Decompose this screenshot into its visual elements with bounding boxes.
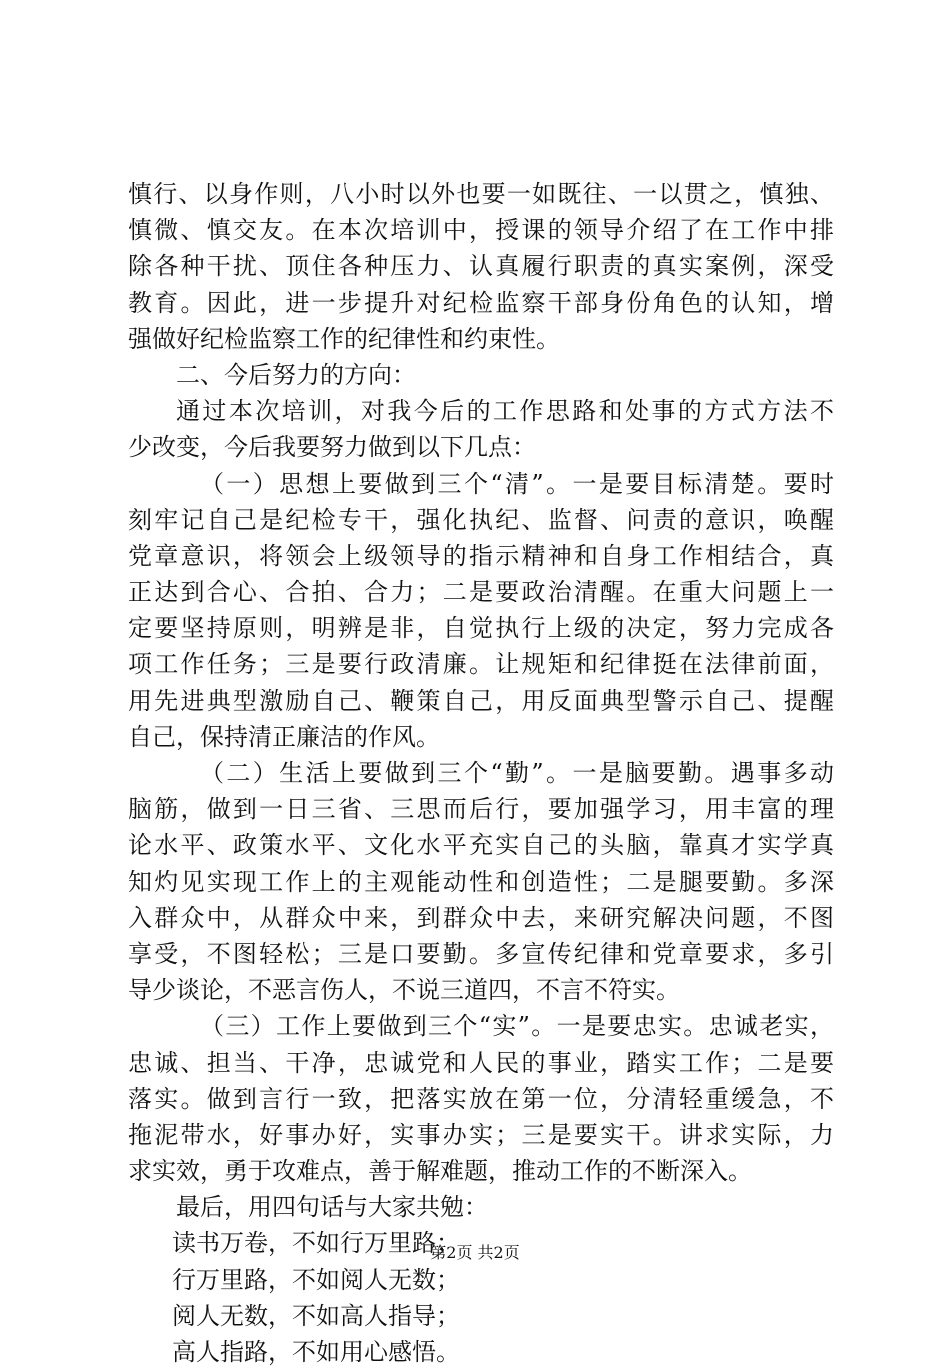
text-line: 慎微、慎交友。在本次培训中，授课的领导介绍了在工作中排 <box>128 216 834 245</box>
text-line: 最后，用四句话与大家共勉： <box>176 1193 488 1222</box>
text-line: 党章意识，将领会上级领导的指示精神和自身工作相结合，真 <box>128 541 834 570</box>
text-line: （二）生活上要做到三个“勤”。一是脑要勤。遇事多动 <box>200 759 834 787</box>
text-line: 自己，保持清正廉洁的作风。 <box>128 722 440 751</box>
text-line: 导少谈论，不恶言伤人，不说三道四，不言不符实。 <box>128 976 680 1005</box>
document-body <box>128 176 834 1370</box>
text-line: （三）工作上要做到三个“实”。一是要忠实。忠诚老实， <box>200 1012 834 1041</box>
text-line: 求实效，勇于攻难点，善于解难题，推动工作的不断深入。 <box>128 1157 752 1186</box>
text-line: 高人指路，不如用心感悟。 <box>172 1338 460 1366</box>
text-line: 行万里路，不如阅人无数； <box>172 1265 460 1294</box>
text-line: 落实。做到言行一致，把落实放在第一位，分清轻重缓急，不 <box>128 1084 834 1113</box>
text-line: 项工作任务；三是要行政清廉。让规矩和纪律挺在法律前面， <box>128 650 834 679</box>
text-line: 通过本次培训，对我今后的工作思路和处事的方式方法不 <box>176 397 834 426</box>
text-line: 正达到合心、合拍、合力；二是要政治清醒。在重大问题上一 <box>128 578 834 607</box>
text-line: 忠诚、担当、干净，忠诚党和人民的事业，踏实工作；二是要 <box>128 1048 834 1077</box>
text-line: 拖泥带水，好事办好，实事办实；三是要实干。讲求实际，力 <box>128 1120 834 1149</box>
text-line: 入群众中，从群众中来，到群众中去，来研究解决问题，不图 <box>128 903 834 932</box>
text-line: 少改变，今后我要努力做到以下几点： <box>128 433 536 462</box>
text-line: 享受，不图轻松；三是口要勤。多宣传纪律和党章要求，多引 <box>128 939 834 968</box>
text-line: 强做好纪检监察工作的纪律性和约束性。 <box>128 324 560 353</box>
text-line: 除各种干扰、顶住各种压力、认真履行职责的真实案例，深受 <box>128 252 834 281</box>
text-line: 慎行、以身作则，八小时以外也要一如既往、一以贯之，慎独、 <box>128 180 834 208</box>
text-line: 论水平、政策水平、文化水平充实自己的头脑，靠真才实学真 <box>128 831 834 860</box>
text-line: 阅人无数，不如高人指导； <box>172 1301 460 1330</box>
text-line: 知灼见实现工作上的主观能动性和创造性；二是腿要勤。多深 <box>128 867 834 896</box>
text-line: 刻牢记自己是纪检专干，强化执纪、监督、问责的意识，唤醒 <box>128 505 834 534</box>
text-line: 教育。因此，进一步提升对纪检监察干部身份角色的认知，增 <box>128 288 834 317</box>
text-line: 脑筋，做到一日三省、三思而后行，要加强学习，用丰富的理 <box>128 795 834 824</box>
page-footer: 第2页 共2页 <box>430 1243 520 1262</box>
text-line: 二、今后努力的方向： <box>176 360 416 389</box>
text-line: 用先进典型激励自己、鞭策自己，用反面典型警示自己、提醒 <box>128 686 834 715</box>
text-line: （一）思想上要做到三个“清”。一是要目标清楚。要时 <box>200 469 834 498</box>
text-line: 读书万卷，不如行万里路； <box>172 1229 460 1258</box>
text-line: 定要坚持原则，明辨是非，自觉执行上级的决定，努力完成各 <box>128 614 834 643</box>
